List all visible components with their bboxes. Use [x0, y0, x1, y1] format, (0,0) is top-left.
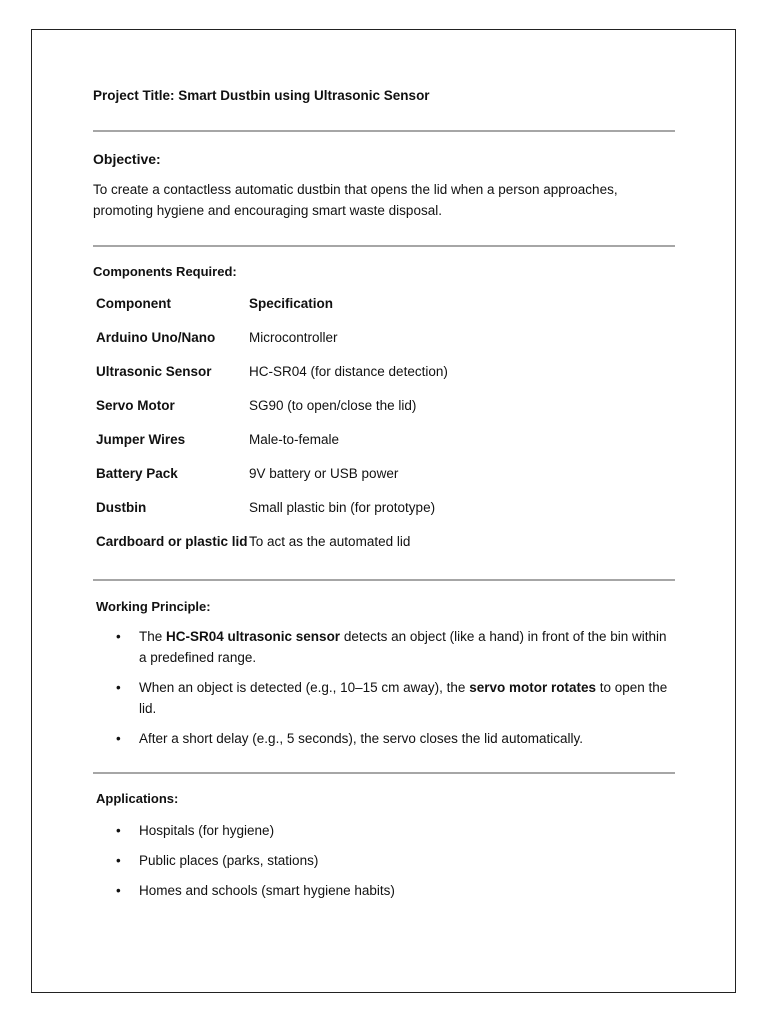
bullet-icon: • [116, 823, 121, 838]
table-cell-component: Cardboard or plastic lid [96, 534, 248, 549]
bullet-icon: • [116, 853, 121, 868]
bullet-icon: • [116, 883, 121, 898]
table-cell-specification: SG90 (to open/close the lid) [249, 398, 417, 413]
table-cell-component: Dustbin [96, 500, 147, 515]
table-cell-specification: Microcontroller [249, 330, 338, 345]
objective-text: To create a contactless automatic dustbin that opens the lid when a person approaches, promoting hygiene and encouraging smart waste disposal. [93, 182, 618, 218]
table-header-specification: Specification [249, 296, 334, 311]
list-item-text: The HC-SR04 ultrasonic sensor detects an object (like a hand) in front of the bin within a predefined range. [139, 629, 667, 665]
page-content [32, 30, 735, 992]
bullet-icon: • [116, 680, 121, 695]
document-page [31, 29, 736, 993]
objective-heading: Objective: [93, 151, 161, 167]
table-cell-specification: To act as the automated lid [249, 534, 411, 549]
list-item-text: When an object is detected (e.g., 10–15 cm away), the servo motor rotates to open the lid. [139, 680, 668, 716]
divider [93, 772, 675, 774]
table-cell-component: Ultrasonic Sensor [96, 364, 212, 379]
table-cell-specification: Small plastic bin (for prototype) [249, 500, 436, 515]
list-item-text: Public places (parks, stations) [139, 853, 319, 868]
table-cell-specification: 9V battery or USB power [249, 466, 399, 481]
table-cell-specification: Male-to-female [249, 432, 340, 447]
list-item-text: Homes and schools (smart hygiene habits) [139, 883, 395, 898]
bullet-icon: • [116, 629, 121, 644]
table-cell-component: Arduino Uno/Nano [96, 330, 216, 345]
table-cell-component: Battery Pack [96, 466, 178, 481]
divider [93, 579, 675, 581]
table-cell-specification: HC-SR04 (for distance detection) [249, 364, 448, 379]
table-cell-component: Jumper Wires [96, 432, 186, 447]
bullet-icon: • [116, 731, 121, 746]
list-item-text: Hospitals (for hygiene) [139, 823, 275, 838]
list-item-text: After a short delay (e.g., 5 seconds), the servo closes the lid automatically. [139, 731, 583, 746]
project-title: Project Title: Smart Dustbin using Ultrasonic Sensor [93, 88, 430, 103]
table-cell-component: Servo Motor [96, 398, 175, 413]
divider [93, 130, 675, 132]
applications-heading: Applications: [96, 791, 179, 806]
divider [93, 245, 675, 247]
table-header-component: Component [96, 296, 171, 311]
working-heading: Working Principle: [96, 599, 211, 614]
components-heading: Components Required: [93, 264, 237, 279]
